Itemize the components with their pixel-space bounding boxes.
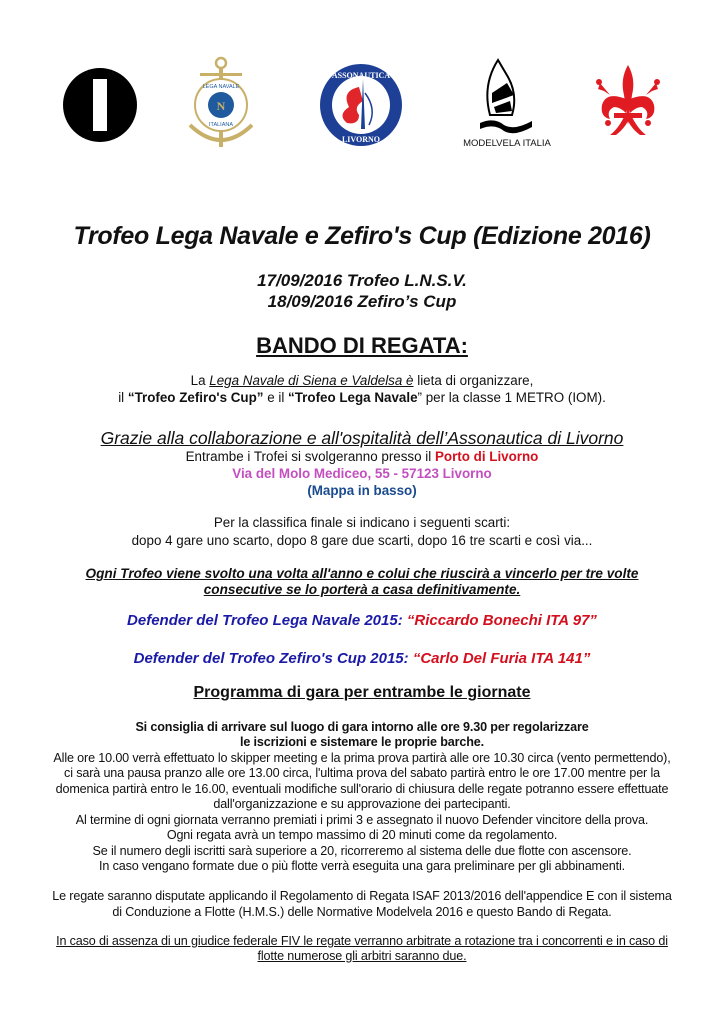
- address-line: Via del Molo Mediceo, 55 - 57123 Livorno: [232, 466, 492, 481]
- entrambe-text: Entrambe i Trofei si svolgeranno presso il: [185, 449, 435, 464]
- bando-heading: BANDO DI REGATA:: [256, 333, 468, 358]
- logo-giglio-firenze: [596, 65, 660, 147]
- porto-di-livorno: Porto di Livorno: [434, 449, 539, 464]
- programma-line: In caso vengano formate due o più flotte verrà eseguita una gara preliminare per gli abbinamenti.: [99, 859, 625, 873]
- trofeo-lega-name: “Trofeo Lega Navale: [288, 390, 418, 405]
- defender-name: “Riccardo Bonechi ITA 97”: [406, 612, 597, 629]
- lega-logo-text-bottom: ITALIANA: [208, 122, 234, 128]
- programma-line: Se il numero degli iscritti sarà superiore a 20, ricorreremo al sistema delle due flotte con ascensore.: [92, 844, 632, 858]
- programma-bold-line-2: le iscrizioni e sistemare le proprie barche.: [240, 735, 484, 749]
- defender-name: “Carlo Del Furia ITA 141”: [412, 650, 591, 667]
- svg-text:N: N: [216, 99, 226, 113]
- intro-text: ” per la classe 1 METRO (IOM).: [417, 390, 606, 405]
- mappa-link: (Mappa in basso): [307, 483, 417, 498]
- programma-heading: Programma di gara per entrambe le giornate: [193, 684, 531, 701]
- scarti-line-1: Per la classifica finale si indicano i seguenti scarti:: [213, 515, 511, 530]
- defender-label: Defender del Trofeo Lega Navale 2015:: [127, 612, 407, 629]
- programma-line: dall'organizzazione e su approvazione dei partecipanti.: [213, 797, 511, 811]
- intro-line-1: [0, 373, 724, 388]
- assonautica-logo-text-top: ASSONAUTICA: [331, 71, 391, 80]
- modelvela-caption: MODELVELA ITALIA: [463, 138, 551, 149]
- programma-bold-line-1: Si consiglia di arrivare sul luogo di gara intorno alle ore 9.30 per regolarizzare: [135, 720, 589, 734]
- defender-lega-navale: [0, 612, 724, 629]
- lega-navale-siena-link: Lega Navale di Siena e Valdelsa è: [209, 373, 414, 388]
- regolamento-line-2: di Conduzione a Flotte (H.M.S.) delle Normative Modelvela 2016 e questo Bando di Regata.: [112, 905, 612, 919]
- intro-text: La: [190, 373, 210, 388]
- grazie-line: Grazie alla collaborazione e all'ospitalità dell’Assonautica di Livorno: [100, 428, 624, 448]
- logo-lega-navale-italiana: [186, 55, 256, 155]
- defender-label: Defender del Trofeo Zefiro's Cup 2015:: [133, 650, 413, 667]
- giudice-line-1: In caso di assenza di un giudice federale FIV le regate verranno arbitrate a rotazione tra i concorrenti e in caso di: [56, 934, 668, 948]
- programma-line: ci sarà una pausa pranzo alle ore 13.00 circa, l'ultima prova del sabato partirà entro le ore 17.00 mentre per la: [64, 766, 660, 780]
- entrambe-line: [0, 449, 724, 464]
- logo-assonautica-livorno: [319, 63, 403, 147]
- date-line-2: 18/09/2016 Zefiro’s Cup: [267, 292, 457, 311]
- logo-i: [62, 67, 138, 143]
- trofeo-note-line-2: consecutive se lo porterà a casa definitivamente.: [203, 582, 521, 597]
- programma-line: Ogni regata avrà un tempo massimo di 20 minuti come da regolamento.: [166, 828, 558, 842]
- intro-line-2: [0, 390, 724, 405]
- logo-modelvela-italia: [452, 55, 562, 155]
- lega-logo-text-top: LEGA NAVALE: [202, 84, 240, 90]
- intro-text: lieta di organizzare,: [413, 373, 534, 388]
- scarti-line-2: dopo 4 gare uno scarto, dopo 8 gare due scarti, dopo 16 tre scarti e così via...: [131, 533, 593, 548]
- regolamento-line-1: Le regate saranno disputate applicando il Regolamento di Regata ISAF 2013/2016 dell'appendice E con il sistema: [52, 889, 672, 903]
- trofeo-zefiro-name: “Trofeo Zefiro's Cup”: [127, 390, 264, 405]
- assonautica-logo-text-bottom: LIVORNO: [341, 135, 381, 144]
- intro-text: e il: [263, 390, 289, 405]
- page-title: Trofeo Lega Navale e Zefiro's Cup (Edizione 2016): [73, 222, 651, 250]
- programma-line: domenica partirà entro le 16.00, eventuali modifiche sull'orario di chiusura delle regate potranno essere effettuate: [55, 782, 669, 796]
- giudice-line-2: flotte numerose gli arbitri saranno due.: [257, 949, 467, 963]
- programma-line: Alle ore 10.00 verrà effettuato lo skipper meeting e la prima prova partirà alle ore 10.30 circa (vento permettendo),: [53, 751, 671, 765]
- trofeo-note-line-1: Ogni Trofeo viene svolto una volta all'anno e colui che riuscirà a vincerlo per tre volte: [85, 566, 639, 581]
- logo-row: [0, 55, 724, 155]
- intro-text: il: [118, 390, 128, 405]
- date-line-1: 17/09/2016 Trofeo L.N.S.V.: [257, 271, 467, 290]
- programma-line: Al termine di ogni giornata verranno premiati i primi 3 e assegnato il nuovo Defender vincitore della prova.: [75, 813, 649, 827]
- defender-zefiro: [0, 650, 724, 667]
